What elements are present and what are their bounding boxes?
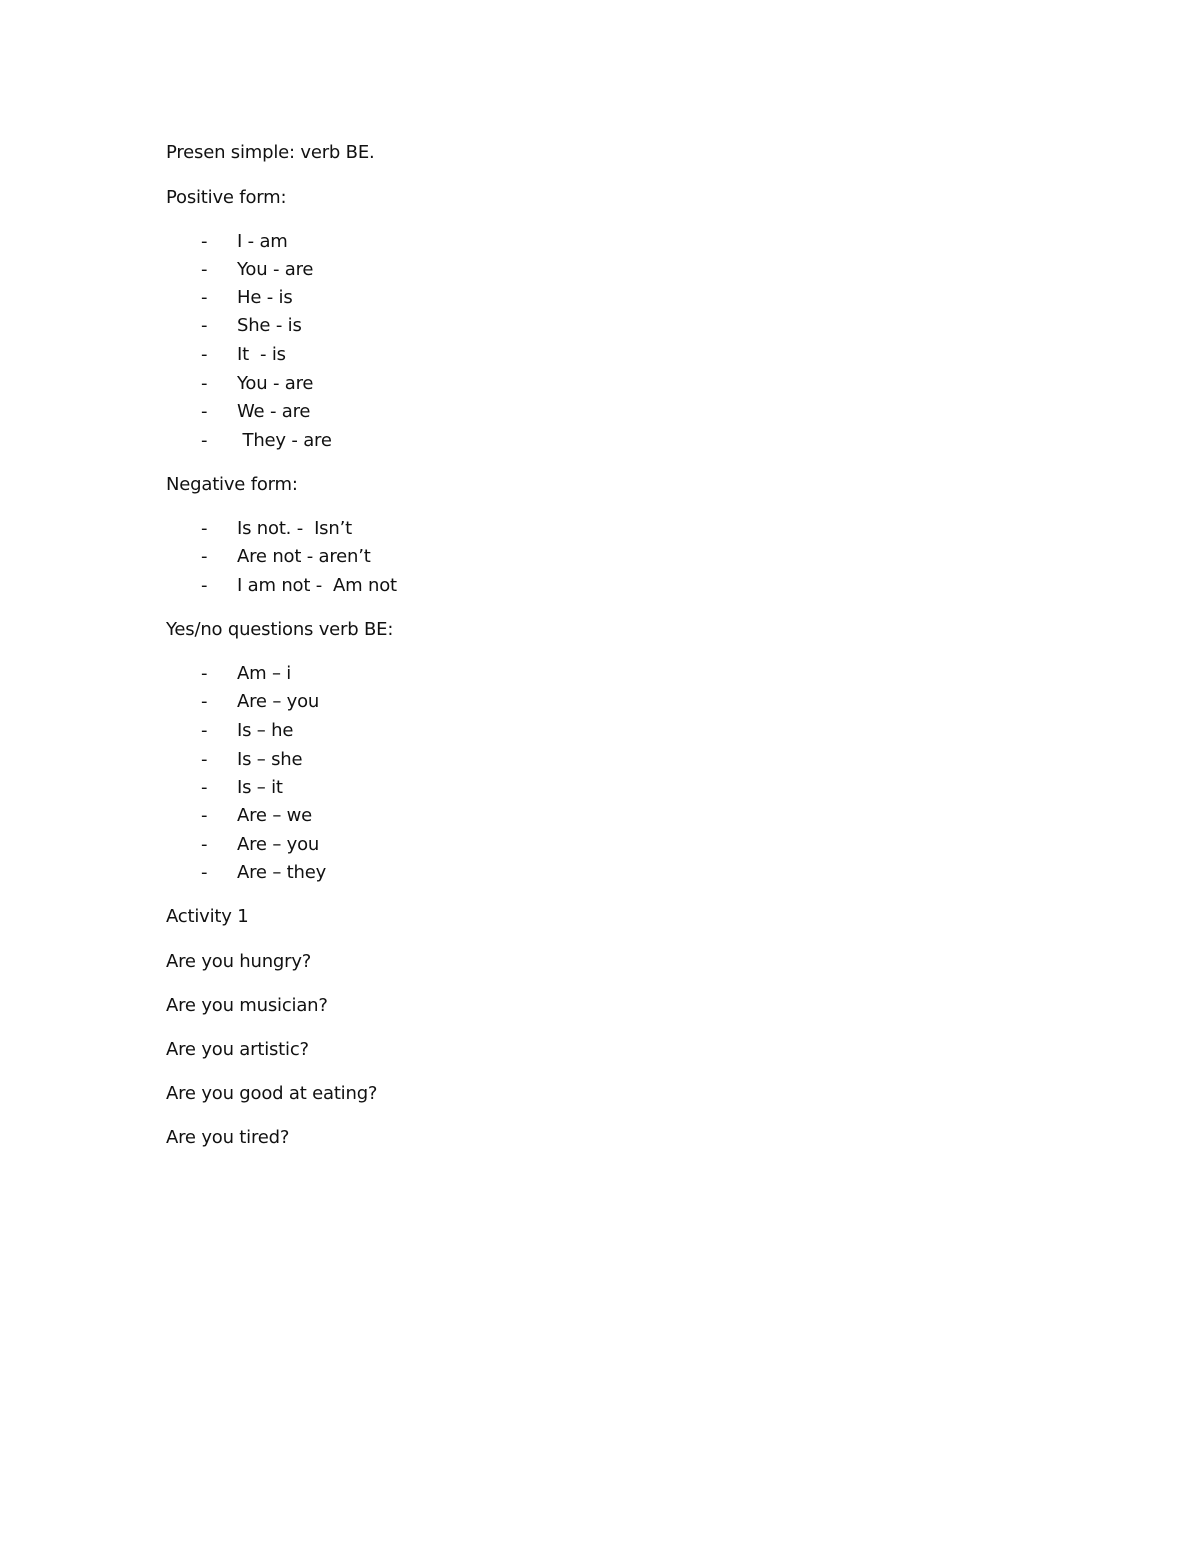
list-item: - She - is xyxy=(201,315,302,336)
bullet-dash: - xyxy=(201,749,208,770)
activity-question: Are you hungry? xyxy=(166,951,312,972)
list-item: - He - is xyxy=(201,287,293,308)
bullet-dash: - xyxy=(201,663,208,684)
list-item: - Is – he xyxy=(201,720,294,741)
bullet-dash: - xyxy=(201,720,208,741)
list-item: - Are – you xyxy=(201,691,320,712)
bullet-dash: - xyxy=(201,401,208,422)
bullet-dash: - xyxy=(201,691,208,712)
activity-question: Are you musician? xyxy=(166,995,328,1016)
activity-heading: Activity 1 xyxy=(166,906,249,927)
section-heading-positive: Positive form: xyxy=(166,187,287,208)
bullet-dash: - xyxy=(201,518,208,539)
bullet-dash: - xyxy=(201,862,208,883)
bullet-dash: - xyxy=(201,575,208,596)
list-item: - Am – i xyxy=(201,663,292,684)
bullet-dash: - xyxy=(201,344,208,365)
list-item: - You - are xyxy=(201,259,314,280)
list-item: - It - is xyxy=(201,344,286,365)
document-title: Presen simple: verb BE. xyxy=(166,142,375,163)
activity-question: Are you artistic? xyxy=(166,1039,309,1060)
list-item: - I - am xyxy=(201,231,288,252)
bullet-dash: - xyxy=(201,805,208,826)
bullet-dash: - xyxy=(201,430,208,451)
list-item: - Are – we xyxy=(201,805,313,826)
bullet-dash: - xyxy=(201,546,208,567)
list-item: - I am not - Am not xyxy=(201,575,397,596)
bullet-dash: - xyxy=(201,259,208,280)
bullet-dash: - xyxy=(201,315,208,336)
bullet-dash: - xyxy=(201,231,208,252)
activity-question: Are you tired? xyxy=(166,1127,290,1148)
list-item: - Are – you xyxy=(201,834,320,855)
section-heading-negative: Negative form: xyxy=(166,474,298,495)
list-item: - Are not - aren’t xyxy=(201,546,371,567)
bullet-dash: - xyxy=(201,373,208,394)
list-item: - Is – it xyxy=(201,777,283,798)
list-item: - Is – she xyxy=(201,749,303,770)
activity-question: Are you good at eating? xyxy=(166,1083,378,1104)
bullet-dash: - xyxy=(201,834,208,855)
list-item: - We - are xyxy=(201,401,311,422)
list-item: - You - are xyxy=(201,373,314,394)
list-item: - Is not. - Isn’t xyxy=(201,518,352,539)
section-heading-questions: Yes/no questions verb BE: xyxy=(166,619,394,640)
bullet-dash: - xyxy=(201,287,208,308)
list-item: - They - are xyxy=(201,430,332,451)
list-item: - Are – they xyxy=(201,862,327,883)
bullet-dash: - xyxy=(201,777,208,798)
